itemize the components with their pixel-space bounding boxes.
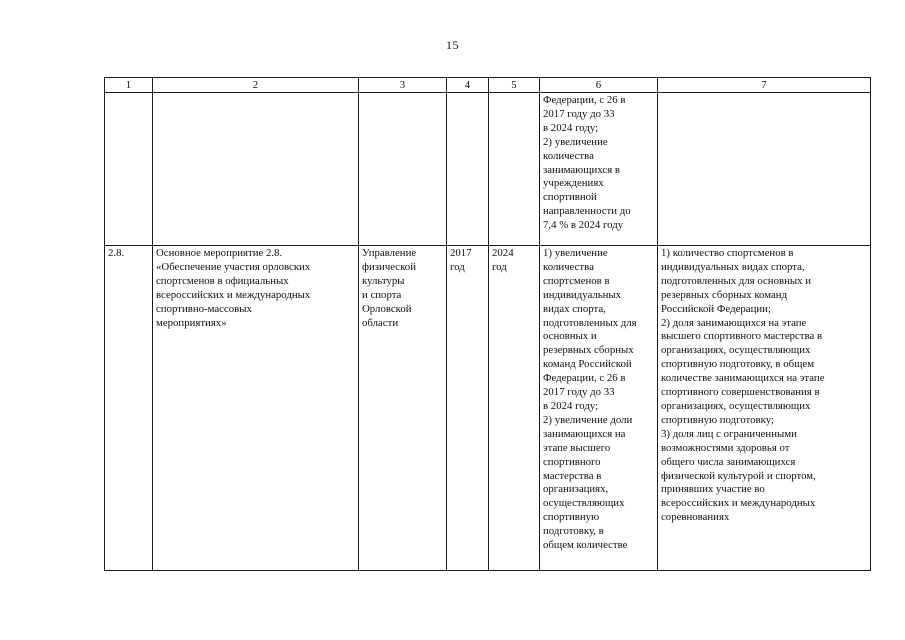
indicator-cell: 1) количество спортсменов в индивидуальных видах спорта, подготовленных для основных и резервных сборных команд Российской Федерации; 2) доля занимающихся на этапе высшего спортивного мастерства в организациях, осуществляющих спортивную подготовку, в общем количестве занимающихся на этапе спортивного совершенствования в организациях, осуществляющих спортивную подготовку; 3) доля лиц с ограниченными возможностями здоровья от общего числа занимающихся физической культурой и спортом, принявших участие во всероссийских и международных соревнованиях (658, 246, 871, 571)
indicator-cell (658, 93, 871, 246)
page-number: 15 (446, 38, 459, 52)
end-year-cell: 2024 год (489, 246, 540, 571)
expected-result-cell: Федерации, с 26 в 2017 году до 33 в 2024 году; 2) увеличение количества занимающихся в учреждениях спортивной направленности до 7,4 % в 2024 году (540, 93, 658, 246)
table-row (105, 246, 871, 571)
expected-result-cell: 1) увеличение количества спортсменов в индивидуальных видах спорта, подготовленных для основных и резервных сборных команд Российской Федерации, с 26 в 2017 году до 33 в 2024 году; 2) увеличение доли занимающихся на этапе высшего спортивного мастерства в организациях, осуществляющих спортивную подготовку, в общем количестве (540, 246, 658, 571)
col-1-header: 1 (105, 78, 153, 93)
row-number-cell (105, 93, 153, 246)
table-row (105, 93, 871, 246)
measure-name-cell (153, 93, 359, 246)
col-3-header: 3 (359, 78, 447, 93)
col-7-header: 7 (658, 78, 871, 93)
header-row (105, 78, 871, 93)
end-year-cell (489, 93, 540, 246)
executor-cell (359, 93, 447, 246)
col-5-header: 5 (489, 78, 540, 93)
start-year-cell (447, 93, 489, 246)
measure-name-cell: Основное мероприятие 2.8. «Обеспечение участия орловских спортсменов в официальных всероссийских и международных спортивно-массовых мероприятиях» (153, 246, 359, 571)
col-4-header: 4 (447, 78, 489, 93)
start-year-cell: 2017 год (447, 246, 489, 571)
col-6-header: 6 (540, 78, 658, 93)
executor-cell: Управление физической культуры и спорта Орловской области (359, 246, 447, 571)
row-number-cell: 2.8. (105, 246, 153, 571)
col-2-header: 2 (153, 78, 359, 93)
program-table (104, 77, 871, 571)
